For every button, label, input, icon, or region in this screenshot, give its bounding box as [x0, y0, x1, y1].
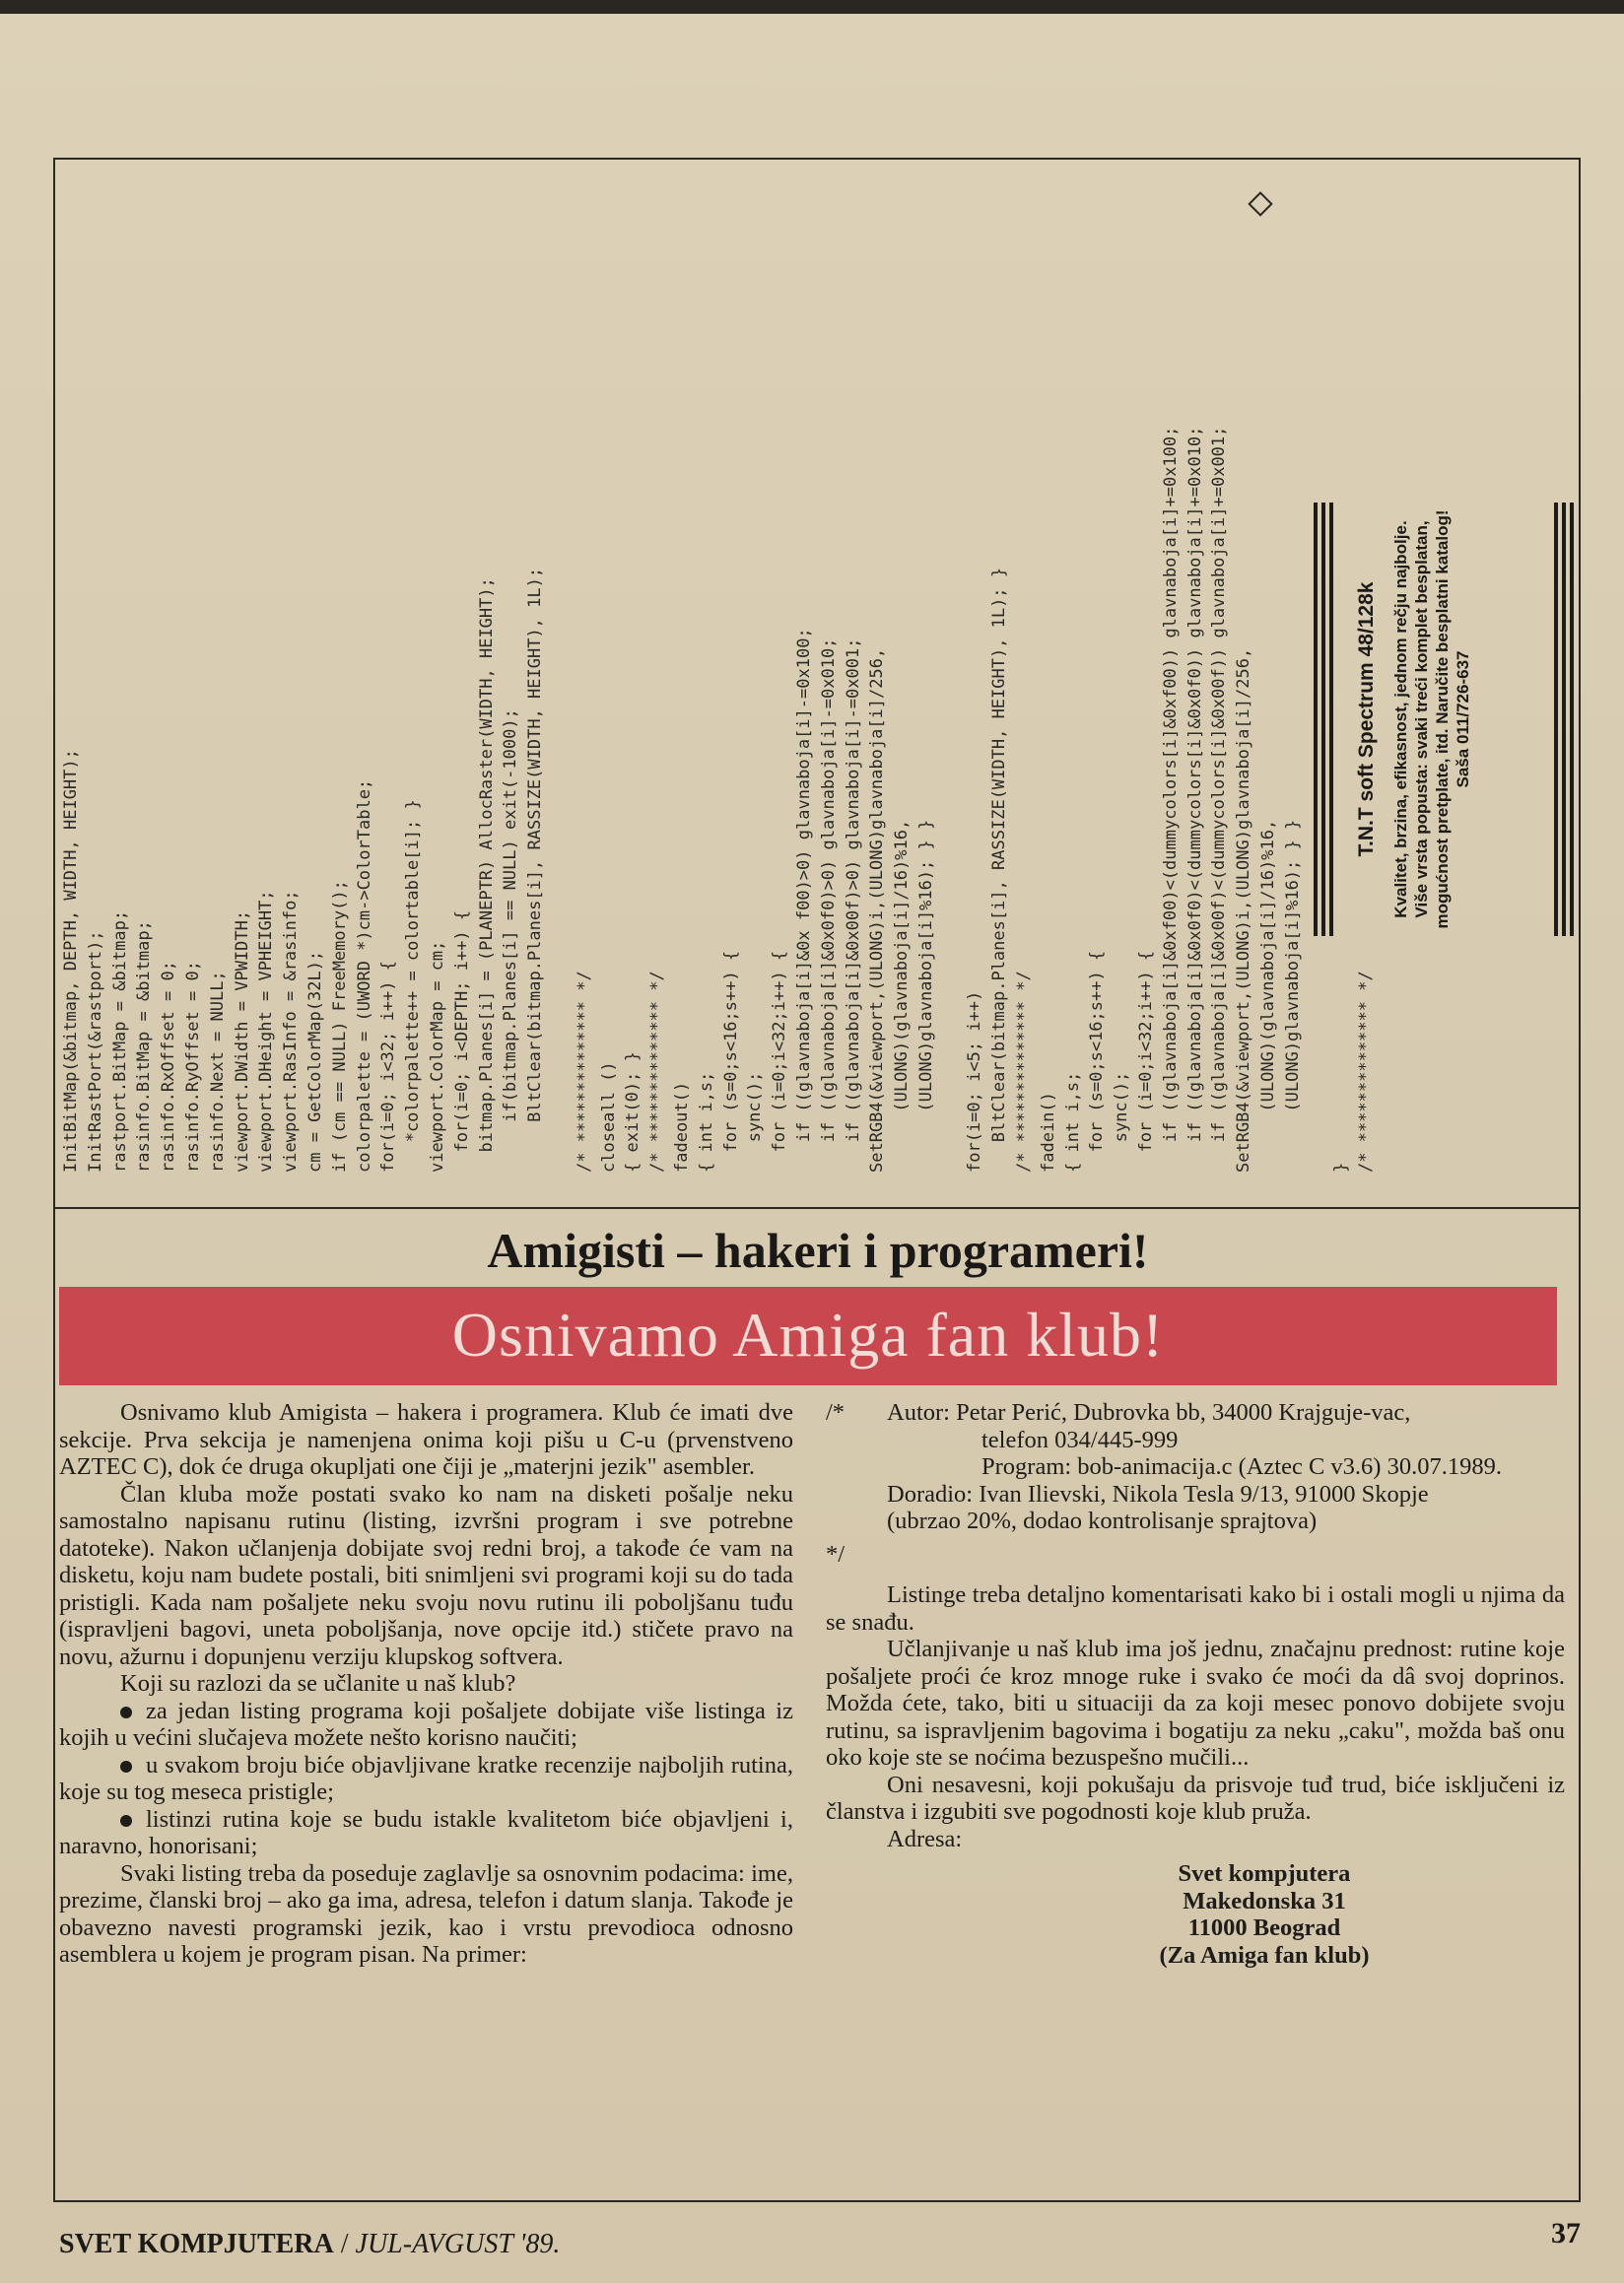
code-line: fadeout(): [671, 1081, 692, 1173]
code-line: SetRGB4(&viewport,(ULONG)i,(ULONG)glavnaboja[i]/256,: [1234, 647, 1254, 1173]
code-line: rasinfo.RyOffset = 0;: [182, 961, 203, 1173]
issue-label: JUL-AVGUST '89.: [355, 2229, 561, 2259]
address-label: Adresa:: [887, 1825, 963, 1852]
article-headline: Amigisti – hakeri i programeri!: [487, 1223, 1149, 1278]
code-line: for(i=0; i<DEPTH; i++) {: [451, 909, 472, 1173]
paragraph: Osnivamo klub Amigista – hakera i programera. Klub će imati dve sekcije. Prva sekcija je namenjena onima koji pišu u C-u (prvenstveno AZTEC C), dok će druga okupljati one čiji je „materjni jezik" asembler.: [59, 1399, 793, 1480]
paragraph: Svaki listing treba da poseduje zaglavlje sa osnovnim podacima: ime, prezime, članski broj – ako ga ima, adresa, telefon i datum slanja. Takođe je obavezno navesti programski jezik, kao i vrstu prevodioca odnosno asemblera u kojem je program pisan. Na primer:: [59, 1859, 793, 1968]
section-divider: [55, 1207, 1581, 1209]
code-line: [939, 158, 964, 1173]
scan-edge: [0, 0, 1624, 14]
code-line: *colorpalette++ = colortable[i]; }: [403, 799, 424, 1173]
note-line: (ubrzao 20%, dodao kontrolisanje sprajtova): [887, 1508, 1318, 1534]
phone-line: telefon 034/445-999: [981, 1426, 1179, 1453]
doradio-line: Doradio: Ivan Ilievski, Nikola Tesla 9/13, 91000 Skopje: [887, 1480, 1429, 1508]
bullet-icon: [120, 1761, 132, 1773]
bullet-icon: [120, 1815, 132, 1827]
address-line: (Za Amiga fan klub): [1159, 1941, 1370, 1969]
author-line: Autor: Petar Perić, Dubrovka bb, 34000 Krajguje-vac,: [887, 1399, 1411, 1426]
code-line: cm = GetColorMap(32L);: [304, 950, 325, 1173]
code-line: (ULONG)glavnaboja[i]%16); } }: [915, 819, 936, 1173]
code-line: (ULONG)(glavnaboja[i]/16)%16,: [892, 819, 913, 1173]
tnt-soft-ad: [1306, 503, 1582, 936]
code-line: (ULONG)(glavnaboja[i]/16)%16,: [1258, 819, 1279, 1173]
code-line: /* ************** */: [647, 971, 668, 1173]
code-line: { int i,s;: [1062, 1071, 1083, 1173]
address-line: Makedonska 31: [1183, 1887, 1346, 1914]
code-line: /* ************** */: [1014, 971, 1035, 1173]
footer-separator: /: [333, 2229, 356, 2259]
code-line: colorpalette = (UWORD *)cm->ColorTable;: [354, 778, 374, 1173]
paragraph: Listinge treba detaljno komentarisati kako bi i ostali mogli u njima da se snađu.: [826, 1581, 1565, 1636]
code-line: viewport.RasInfo = &rasinfo;: [281, 890, 302, 1173]
code-line: if ((glavnaboja[i]&0xf00)<(dummycolors[i]&0xf00)) glavnaboja[i]+=0x100;: [1160, 426, 1181, 1173]
code-line: viewport.DHeight = VPHEIGHT;: [256, 890, 277, 1173]
code-line: rasinfo.RxOffset = 0;: [159, 961, 179, 1173]
paragraph: Koji su razlozi da se učlanite u naš klub?: [120, 1670, 516, 1697]
code-line: InitRastPort(&rastport);: [85, 930, 105, 1173]
code-line: if(bitmap.Planes[i] == NULL) exit(-1000);: [501, 708, 521, 1173]
article-right-column: [826, 1399, 1565, 1969]
banner-title: Osnivamo Amiga fan klub!: [451, 1300, 1165, 1370]
address-line: Svet kompjutera: [1178, 1860, 1351, 1887]
code-line: closeall (): [598, 1061, 619, 1173]
code-line: if ((glavnaboja[i]&0x0f0)>0) glavnaboja[i]-=0x010;: [818, 638, 839, 1173]
page-footer: [59, 2229, 560, 2260]
ad-title: T.N.T soft Spectrum 48/128k: [1355, 581, 1378, 857]
code-line: if ((glavnaboja[i]&0x f00)>0) glavnaboja[i]-=0x100;: [793, 628, 814, 1173]
code-line: for(i=0; i<32; i++) {: [378, 961, 399, 1173]
ad-body: Kvalitet, brzina, efikasnost, jednom rečju najbolje. Više vrsta popusta: svaki treći komplet besplatan, mogućnost pretplate, itd. Naručite besplatni katalog! Saša 011/726-637: [1391, 509, 1472, 929]
paragraph: Učlanjivanje u naš klub ima još jednu, značajnu prednost: rutine koje pošaljete proći će kroz mnoge ruke i svako će moći da dâ svoj doprinos. Možda ćete, tako, biti u situaciji da za koji mesec ponovo dobijete svoju rutinu, sa ispravljenim bagovima i bogatiju za neku „caku", možda baš onu oko koje ste se noćima bezuspešno mučili...: [826, 1636, 1565, 1771]
code-line: for (i=0;i<32;i++) {: [770, 950, 790, 1173]
code-line: fadein(): [1038, 1092, 1058, 1173]
code-line: rasinfo.BitMap = &bitmap;: [134, 920, 155, 1173]
paragraph: Oni nesavesni, koji pokušaju da prisvoje tuđ trud, biće isključeni iz članstva i izgubiti sve pogodnosti koje klub pruža.: [826, 1771, 1565, 1825]
page-number: 37: [1551, 2217, 1581, 2249]
code-line: [548, 158, 573, 1173]
code-line: sync();: [745, 1071, 766, 1173]
code-line: if ((glavnaboja[i]&0x0f0)<(dummycolors[i]&0x0f0)) glavnaboja[i]+=0x010;: [1184, 426, 1205, 1173]
code-line: InitBitMap(&bitmap, DEPTH, WIDTH, HEIGHT);: [61, 749, 81, 1173]
program-line: Program: bob-animacija.c (Aztec C v3.6) 30.07.1989.: [981, 1453, 1502, 1480]
address-line: 11000 Beograd: [1187, 1914, 1341, 1941]
code-line: BltClear(bitmap.Planes[i], RASSIZE(WIDTH, HEIGHT), 1L); }: [989, 567, 1010, 1173]
code-line: if (cm == NULL) FreeMemory();: [329, 880, 350, 1173]
code-line: rasinfo.Next = NULL;: [207, 971, 228, 1173]
code-line: if ((glavnaboja[i]&0x00f)>0) glavnaboja[i]-=0x001;: [843, 638, 863, 1173]
code-line: /* ************** */: [574, 971, 594, 1173]
code-line: bitmap.Planes[i] = (PLANEPTR) AllocRaster(WIDTH, HEIGHT);: [476, 577, 497, 1173]
magazine-name: SVET KOMPJUTERA: [59, 2229, 334, 2259]
bullet-item: listinzi rutina koje se budu istakle kvalitetom biće objavljeni i, naravno, honorisani;: [59, 1805, 793, 1859]
comment-close: */: [826, 1540, 846, 1568]
header-example: [826, 1399, 1565, 1427]
article-left-column: [59, 1399, 793, 1969]
code-line: SetRGB4(&viewport,(ULONG)i,(ULONG)glavnaboja[i]/256,: [867, 647, 888, 1173]
code-line: sync();: [1112, 1071, 1132, 1173]
paragraph: Član kluba može postati svako ko nam na disketi pošalje neku samostalno napisanu rutinu (listing, izvršni program i sve potrebne datoteke). Nakon učlanjenja dobijate svoj redni broj, a takođe će vam na disketu, koju nam budete postali, biti snimljeni svi programi koji su do tada pristigli. Kada nam pošaljete neku svoju novu rutinu ili poboljšanu tuđu (ispravljeni bagovi, uneta poboljšanja, nove opcije itd.) stičete pravo na novu, ažurnu i dopunjenu verziju klupskog softvera.: [59, 1480, 793, 1670]
bullet-icon: [120, 1707, 132, 1718]
code-line: rastport.BitMap = &bitmap;: [109, 909, 130, 1173]
code-line: viewport.ColorMap = cm;: [427, 940, 447, 1173]
code-line: for (i=0;i<32;i++) {: [1136, 950, 1157, 1173]
code-line: BltClear(bitmap.Planes[i], RASSIZE(WIDTH, HEIGHT), 1L);: [525, 567, 546, 1173]
code-line: }: [1331, 1162, 1352, 1173]
code-line: { int i,s;: [696, 1071, 716, 1173]
code-line: for(i=0; i<5; i++): [965, 990, 985, 1173]
comment-open: /*: [826, 1399, 846, 1426]
code-line: for (s=0;s<16;s++) {: [1087, 950, 1108, 1173]
code-line: viewport.DWidth = VPWIDTH;: [232, 909, 252, 1173]
bullet-item: u svakom broju biće objavljivane kratke recenzije najboljih rutina, koje su tog meseca pristigle;: [59, 1751, 793, 1805]
bullet-item: za jedan listing programa koji pošaljete dobijate više listinga iz kojih u većini slučajeva možete nešto korisno naučiti;: [59, 1697, 793, 1751]
code-line: /* ************** */: [1356, 971, 1377, 1173]
code-line: { exit(0); }: [623, 1051, 643, 1173]
code-line: if ((glavnaboja[i]&0x00f)<(dummycolors[i]&0x00f)) glavnaboja[i]+=0x001;: [1209, 426, 1230, 1173]
article-banner: [59, 1287, 1557, 1385]
code-line: (ULONG)glavnaboja[i]%16); } }: [1282, 819, 1303, 1173]
code-line: for (s=0;s<16;s++) {: [720, 950, 741, 1173]
